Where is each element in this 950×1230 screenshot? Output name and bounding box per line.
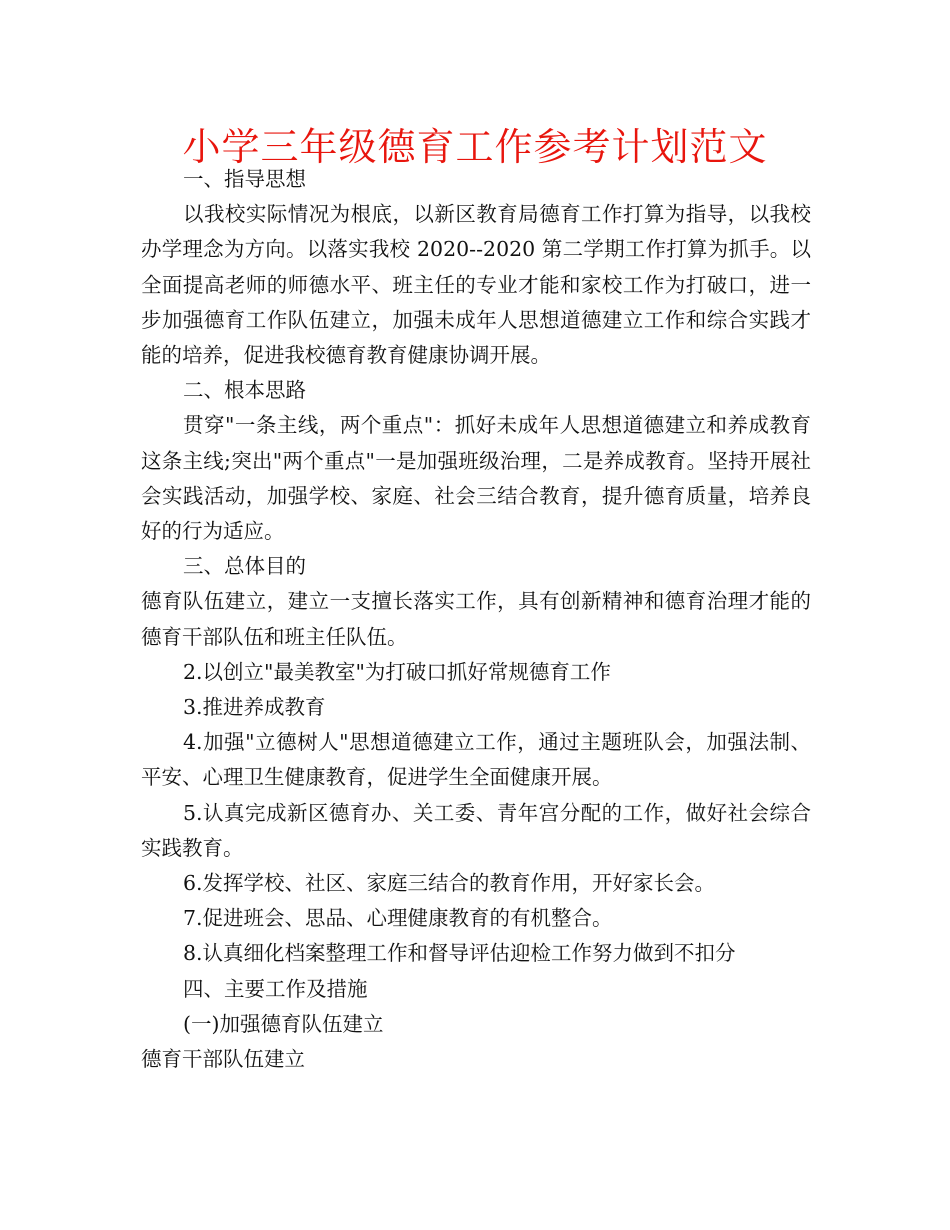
list-item-7: 7.促进班会、思品、心理健康教育的有机整合。 <box>183 906 613 931</box>
heading-basic-approach: 二、根本思路 <box>183 378 306 403</box>
subheading-team-building: (一)加强德育队伍建立 <box>183 1011 384 1036</box>
list-item-8: 8.认真细化档案整理工作和督导评估迎检工作努力做到不扣分 <box>183 941 736 966</box>
document-title: 小学三年级德育工作参考计划范文 <box>182 125 768 169</box>
heading-overall-goal: 三、总体目的 <box>183 554 306 579</box>
heading-guiding-thought: 一、指导思想 <box>183 167 306 191</box>
list-item-5: 5.认真完成新区德育办、关工委、青年宫分配的工作，做好社会综合实践教育。 <box>141 800 811 860</box>
paragraph-basic-approach: 贯穿"一条主线，两个重点"：抓好未成年人思想道德建立和养成教育这条主线;突出"两个重点"一是加强班级治理，二是养成教育。坚持开展社会实践活动，加强学校、家庭、社会三结合教育，提升德育质量，培养良好的行为适应。 <box>141 413 811 544</box>
list-item-4: 4.加强"立德树人"思想道德建立工作，通过主题班队会，加强法制、平安、心理卫生健康教育，促进学生全面健康开展。 <box>141 730 811 790</box>
list-item-3: 3.推进养成教育 <box>183 695 326 720</box>
paragraph-guiding-thought: 以我校实际情况为根底，以新区教育局德育工作打算为指导，以我校办学理念为方向。以落实我校 2020--2020 第二学期工作打算为抓手。以全面提高老师的师德水平、班主任的专业才能和家校工作为打破口，进一步加强德育工作队伍建立，加强未成年人思想道德建立工作和综合实践才能的培养，促进我校德育教育健康协调开展。 <box>141 202 811 368</box>
list-item-2: 2.以创立"最美教室"为打破口抓好常规德育工作 <box>183 659 611 684</box>
document-body <box>141 162 811 1077</box>
heading-main-work: 四、主要工作及措施 <box>183 976 368 1001</box>
list-item-6: 6.发挥学校、社区、家庭三结合的教育作用，开好家长会。 <box>183 871 716 896</box>
paragraph-overall-goal: 德育队伍建立，建立一支擅长落实工作，具有创新精神和德育治理才能的德育干部队伍和班主任队伍。 <box>141 589 811 649</box>
paragraph-cadre-team: 德育干部队伍建立 <box>141 1047 305 1072</box>
